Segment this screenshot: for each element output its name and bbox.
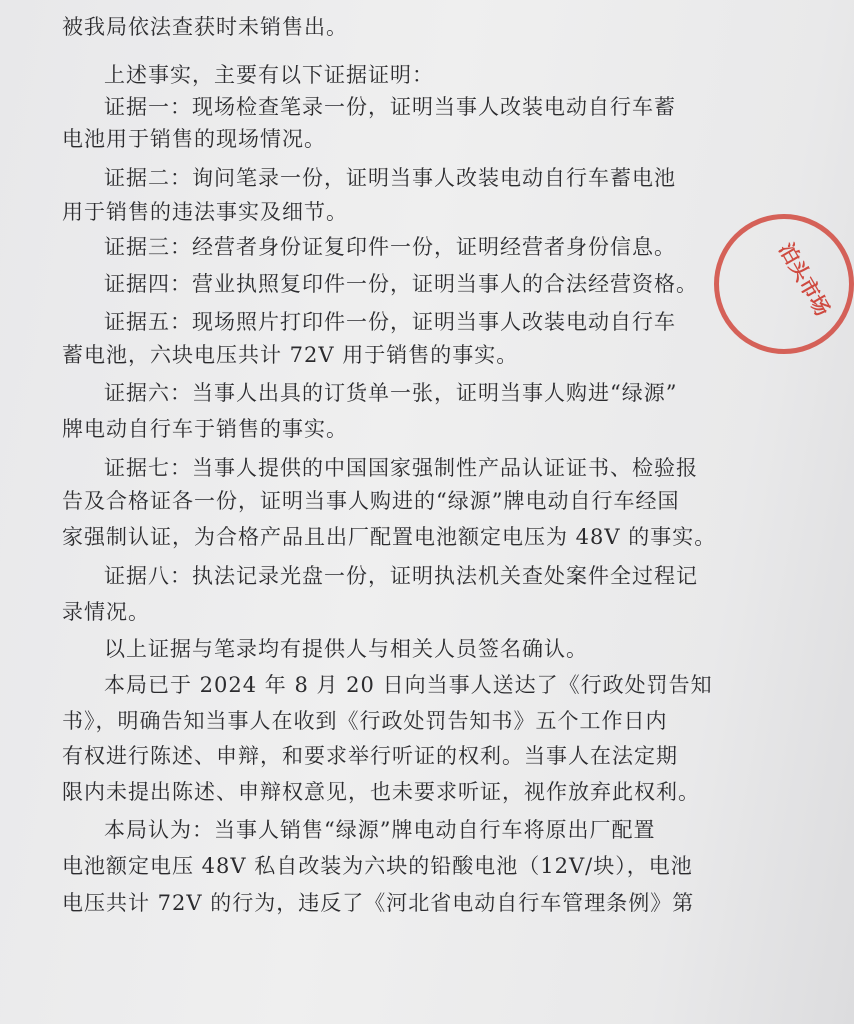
text-line: 电池额定电压 48V 私自改装为六块的铅酸电池（12V/块），电池 <box>62 854 693 878</box>
official-seal <box>714 214 854 354</box>
text-line: 告及合格证各一份，证明当事人购进的“绿源”牌电动自行车经国 <box>62 489 680 513</box>
text-line: 书》，明确告知当事人在收到《行政处罚告知书》五个工作日内 <box>62 709 668 733</box>
text-line: 本局认为：当事人销售“绿源”牌电动自行车将原出厂配置 <box>104 818 656 842</box>
text-line: 录情况。 <box>62 600 150 624</box>
text-line: 本局已于 2024 年 8 月 20 日向当事人送达了《行政处罚告知 <box>104 673 713 697</box>
text-line: 证据八：执法记录光盘一份，证明执法机关查处案件全过程记 <box>104 564 698 588</box>
text-line: 证据四：营业执照复印件一份，证明当事人的合法经营资格。 <box>104 272 698 296</box>
text-line: 电池用于销售的现场情况。 <box>62 127 326 151</box>
text-line: 用于销售的违法事实及细节。 <box>62 200 348 224</box>
text-line: 有权进行陈述、申辩，和要求举行听证的权利。当事人在法定期 <box>62 744 678 768</box>
text-line: 证据七：当事人提供的中国国家强制性产品认证证书、检验报 <box>104 456 698 480</box>
text-line: 被我局依法查获时未销售出。 <box>62 15 348 39</box>
text-line: 牌电动自行车于销售的事实。 <box>62 417 348 441</box>
text-line: 证据五：现场照片打印件一份，证明当事人改装电动自行车 <box>104 310 676 334</box>
text-line: 证据六：当事人出具的订货单一张，证明当事人购进“绿源” <box>104 381 678 405</box>
text-line: 家强制认证，为合格产品且出厂配置电池额定电压为 48V 的事实。 <box>62 525 717 549</box>
text-line: 蓄电池，六块电压共计 72V 用于销售的事实。 <box>62 343 519 367</box>
text-line: 以上证据与笔录均有提供人与相关人员签名确认。 <box>104 637 588 661</box>
text-line: 限内未提出陈述、申辩权意见，也未要求听证，视作放弃此权利。 <box>62 780 700 804</box>
text-line: 电压共计 72V 的行为，违反了《河北省电动自行车管理条例》第 <box>62 891 695 915</box>
text-line: 证据一：现场检查笔录一份，证明当事人改装电动自行车蓄 <box>104 95 676 119</box>
text-line: 证据三：经营者身份证复印件一份，证明经营者身份信息。 <box>104 235 676 259</box>
official-seal-text: 泊头市场 <box>774 238 835 320</box>
text-line: 上述事实，主要有以下证据证明： <box>104 63 434 87</box>
text-line: 证据二：询问笔录一份，证明当事人改装电动自行车蓄电池 <box>104 166 676 190</box>
